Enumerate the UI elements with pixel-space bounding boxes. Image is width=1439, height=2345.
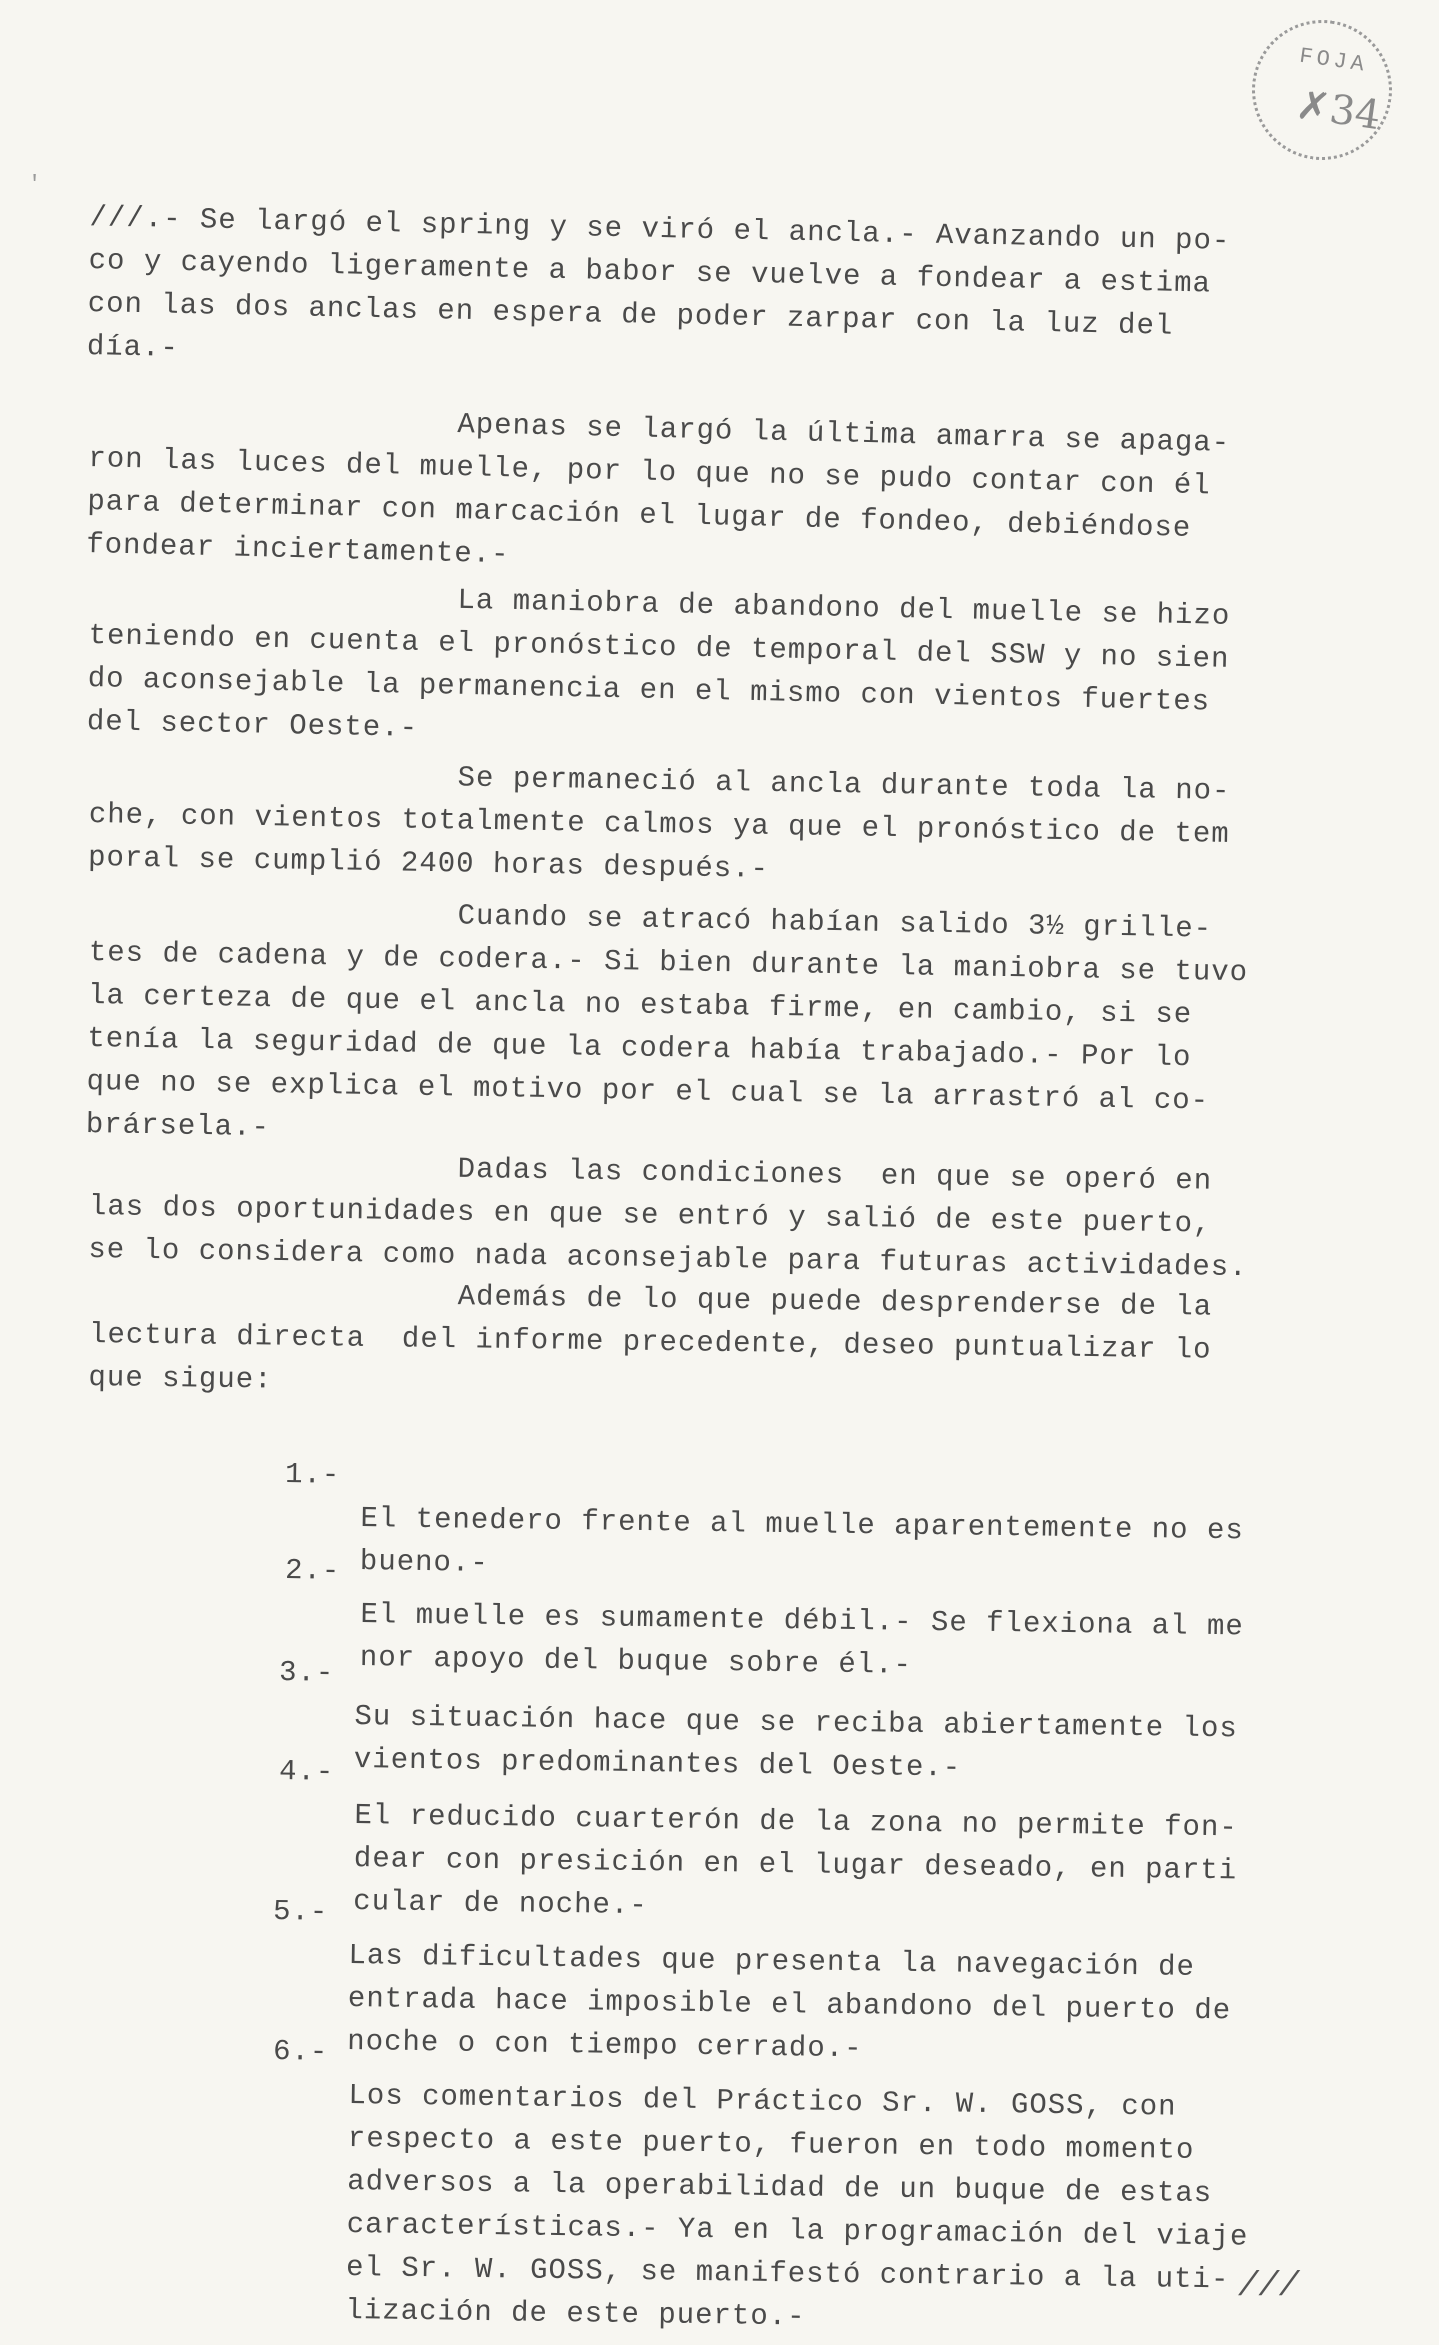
paragraph-1: ///.- Se largó el spring y se viró el ancla.- Avanzando un po- co y cayendo ligeramente a babor se vuelve a fondear a estima con las dos anclas en espera de poder zarpar con la luz del día.- [86,200,1231,365]
continuation-mark: /// [1238,2268,1300,2306]
item-text: El reducido cuarterón de la zona no permite fon- dear con presición en el lugar deseado, en parti cular de noche.- [353,1799,1238,1923]
paragraph-4: Se permaneció al ancla durante toda la no- che, con vientos totalmente calmos ya que el pronóstico de tem poral se cumplió 2400 horas después.- [87,754,1231,886]
item-text: Las dificultades que presenta la navegación de entrada hace imposible el abandono del puerto de noche o con tiempo cerrado.- [347,1939,1232,2066]
foja-stamp [1243,11,1401,169]
item-text: Su situación hace que se reciba abiertamente los vientos predominantes del Oeste.- [353,1700,1238,1785]
item-number: 1.- [284,1457,341,1492]
paragraph-2: Apenas se largó la última amarra se apaga- ron las luces del muelle, por lo que no se pudo contar con él para determinar con marcación el lugar de fondeo, debiéndose fondear inciertamente.- [85,398,1231,572]
paragraph-5: Cuando se atracó habían salido 3½ grille- tes de cadena y de codera.- Si bien durante la maniobra se tuvo la certeza de que el ancla no estaba firme, en cambio, si se tenía la seguridad de que la codera había trabajado.- Por lo que no se explica el motivo por el cual se la arrastró al co- brársela.- [85,892,1249,1145]
item-text: Los comentarios del Práctico Sr. W. GOSS, con respecto a este puerto, fueron en todo momento adversos a la operabilidad de un buque de estas características.- Ya en la programación del viaje el Sr. W. GOSS, se manifestó contrario a la uti- lización de este puerto.- [345,2079,1249,2334]
item-number: 5.- [272,1894,329,1929]
margin-mark: ' [28,172,42,197]
item-number: 4.- [278,1754,335,1789]
item-text: El muelle es sumamente débil.- Se flexiona al me nor apoyo del buque sobre él.- [359,1598,1244,1682]
item-number: 6.- [272,2034,329,2069]
paragraph-7: Además de lo que puede desprenderse de la lectura directa del informe precedente, deseo puntualizar lo que sigue: [88,1274,1213,1397]
paragraph-3: La maniobra de abandono del muelle se hizo teniendo en cuenta el pronóstico de temporal del SSW y no sien do aconsejable la permanencia en el mismo con vientos fuertes del sector Oeste.- [86,575,1231,745]
item-number: 2.- [284,1553,341,1588]
stamp-label: FOJA [1297,43,1370,78]
paragraph-6: Dadas las condiciones en que se operó en las dos oportunidades en que se entró y salió de este puerto, se lo considera como nada aconsejable para futuras actividades. [88,1146,1248,1285]
stamp-number: ✗34 [1293,81,1384,140]
item-text: El tenedero frente al muelle aparentemente no es bueno.- [359,1502,1244,1580]
item-number: 3.- [278,1655,335,1690]
